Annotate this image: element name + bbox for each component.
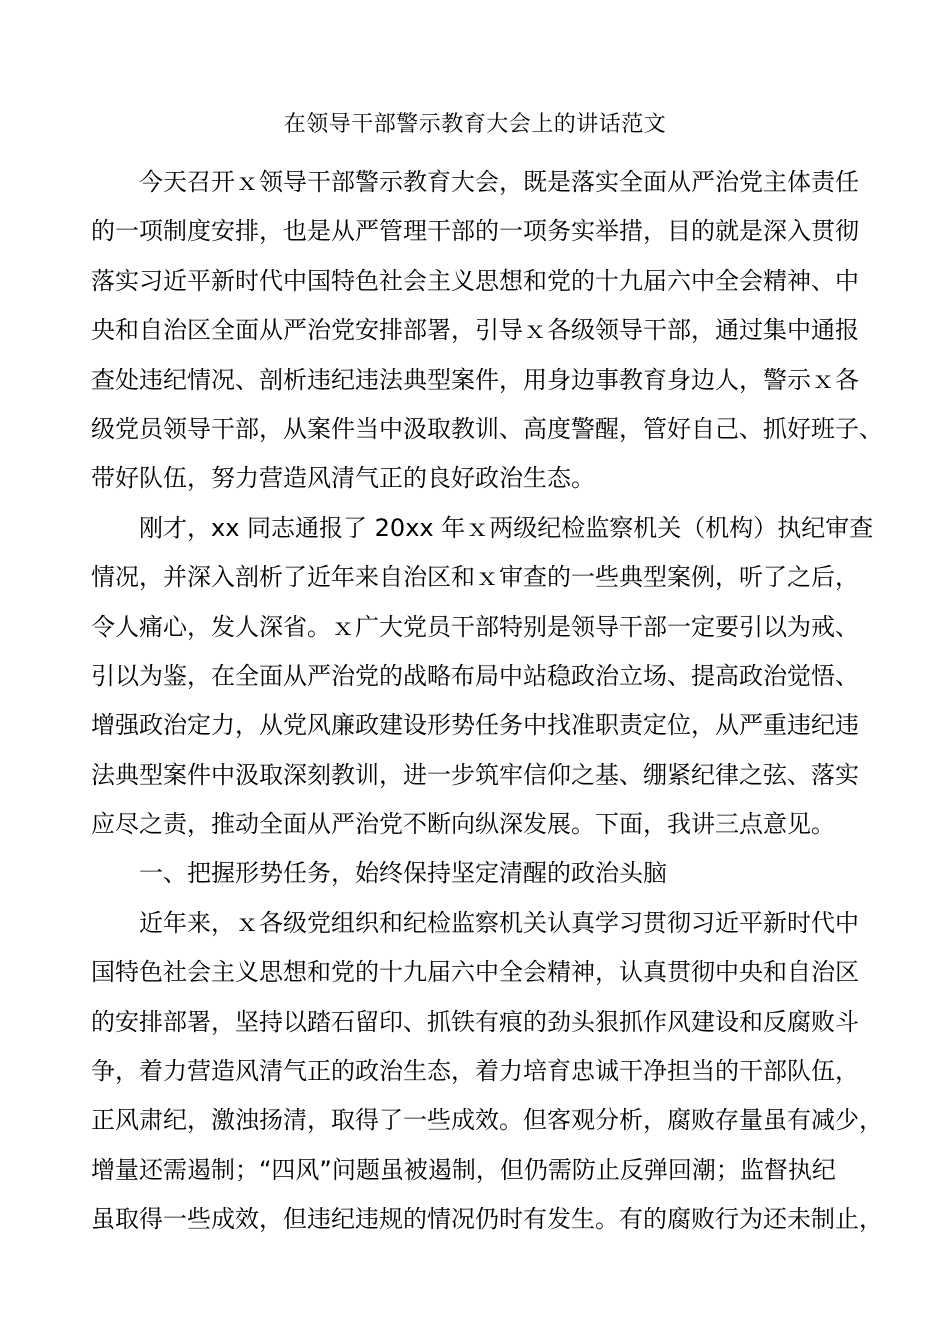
- text-line: 引以为鉴，在全面从严治党的战略布局中站稳政治立场、提高政治觉悟、: [91, 661, 859, 690]
- text-line: 法典型案件中汲取深刻教训，进一步筑牢信仰之基、绷紧纪律之弦、落实: [91, 760, 859, 789]
- text-line: 正风肃纪，激浊扬清，取得了一些成效。但客观分析，腐败存量虽有减少，: [91, 1106, 883, 1135]
- text-line: 央和自治区全面从严治党安排部署，引导ｘ各级领导干部，通过集中通报: [91, 316, 859, 345]
- section-heading: 一、把握形势任务，始终保持坚定清醒的政治头脑: [139, 859, 667, 888]
- text-line: 今天召开ｘ领导干部警示教育大会，既是落实全面从严治党主体责任: [139, 168, 859, 196]
- text-line: 落实习近平新时代中国特色社会主义思想和党的十九届六中全会精神、中: [91, 266, 859, 295]
- text-line: 情况，并深入剖析了近年来自治区和ｘ审查的一些典型案例，听了之后，: [91, 563, 859, 592]
- text-line: 查处违纪情况、剖析违纪违法典型案件，用身边事教育身边人，警示ｘ各: [91, 365, 859, 394]
- text-line: 争，着力营造风清气正的政治生态，着力培育忠诚干净担当的干部队伍，: [91, 1057, 859, 1086]
- text-line: 国特色社会主义思想和党的十九届六中全会精神，认真贯彻中央和自治区: [91, 958, 859, 987]
- text-line: 近年来，ｘ各级党组织和纪检监察机关认真学习贯彻习近平新时代中: [139, 908, 859, 937]
- text-line: 带好队伍，努力营造风清气正的良好政治生态。: [91, 464, 595, 493]
- text-line: 的一项制度安排，也是从严管理干部的一项务实举措，目的就是深入贯彻: [91, 217, 859, 246]
- text-line: 刚才，xx 同志通报了 20xx 年ｘ两级纪检监察机关（机构）执纪审查: [139, 513, 874, 542]
- document-title: 在领导干部警示教育大会上的讲话范文: [283, 112, 667, 137]
- text-line: 增量还需遏制；“四风”问题虽被遏制，但仍需防止反弹回潮；监督执纪: [91, 1155, 836, 1184]
- text-line: 的安排部署，坚持以踏石留印、抓铁有痕的劲头狠抓作风建设和反腐败斗: [91, 1007, 859, 1036]
- text-line: 令人痛心，发人深省。ｘ广大党员干部特别是领导干部一定要引以为戒、: [91, 612, 859, 641]
- text-line: 增强政治定力，从党风廉政建设形势任务中找准职责定位，从严重违纪违: [91, 711, 859, 740]
- document-body: [91, 158, 883, 1245]
- text-line: 应尽之责，推动全面从严治党不断向纵深发展。下面，我讲三点意见。: [91, 810, 835, 839]
- text-line: 级党员领导干部，从案件当中汲取教训、高度警醒，管好自己、抓好班子、: [91, 414, 883, 443]
- text-line: 虽取得一些成效，但违纪违规的情况仍时有发生。有的腐败行为还未制止，: [91, 1205, 883, 1234]
